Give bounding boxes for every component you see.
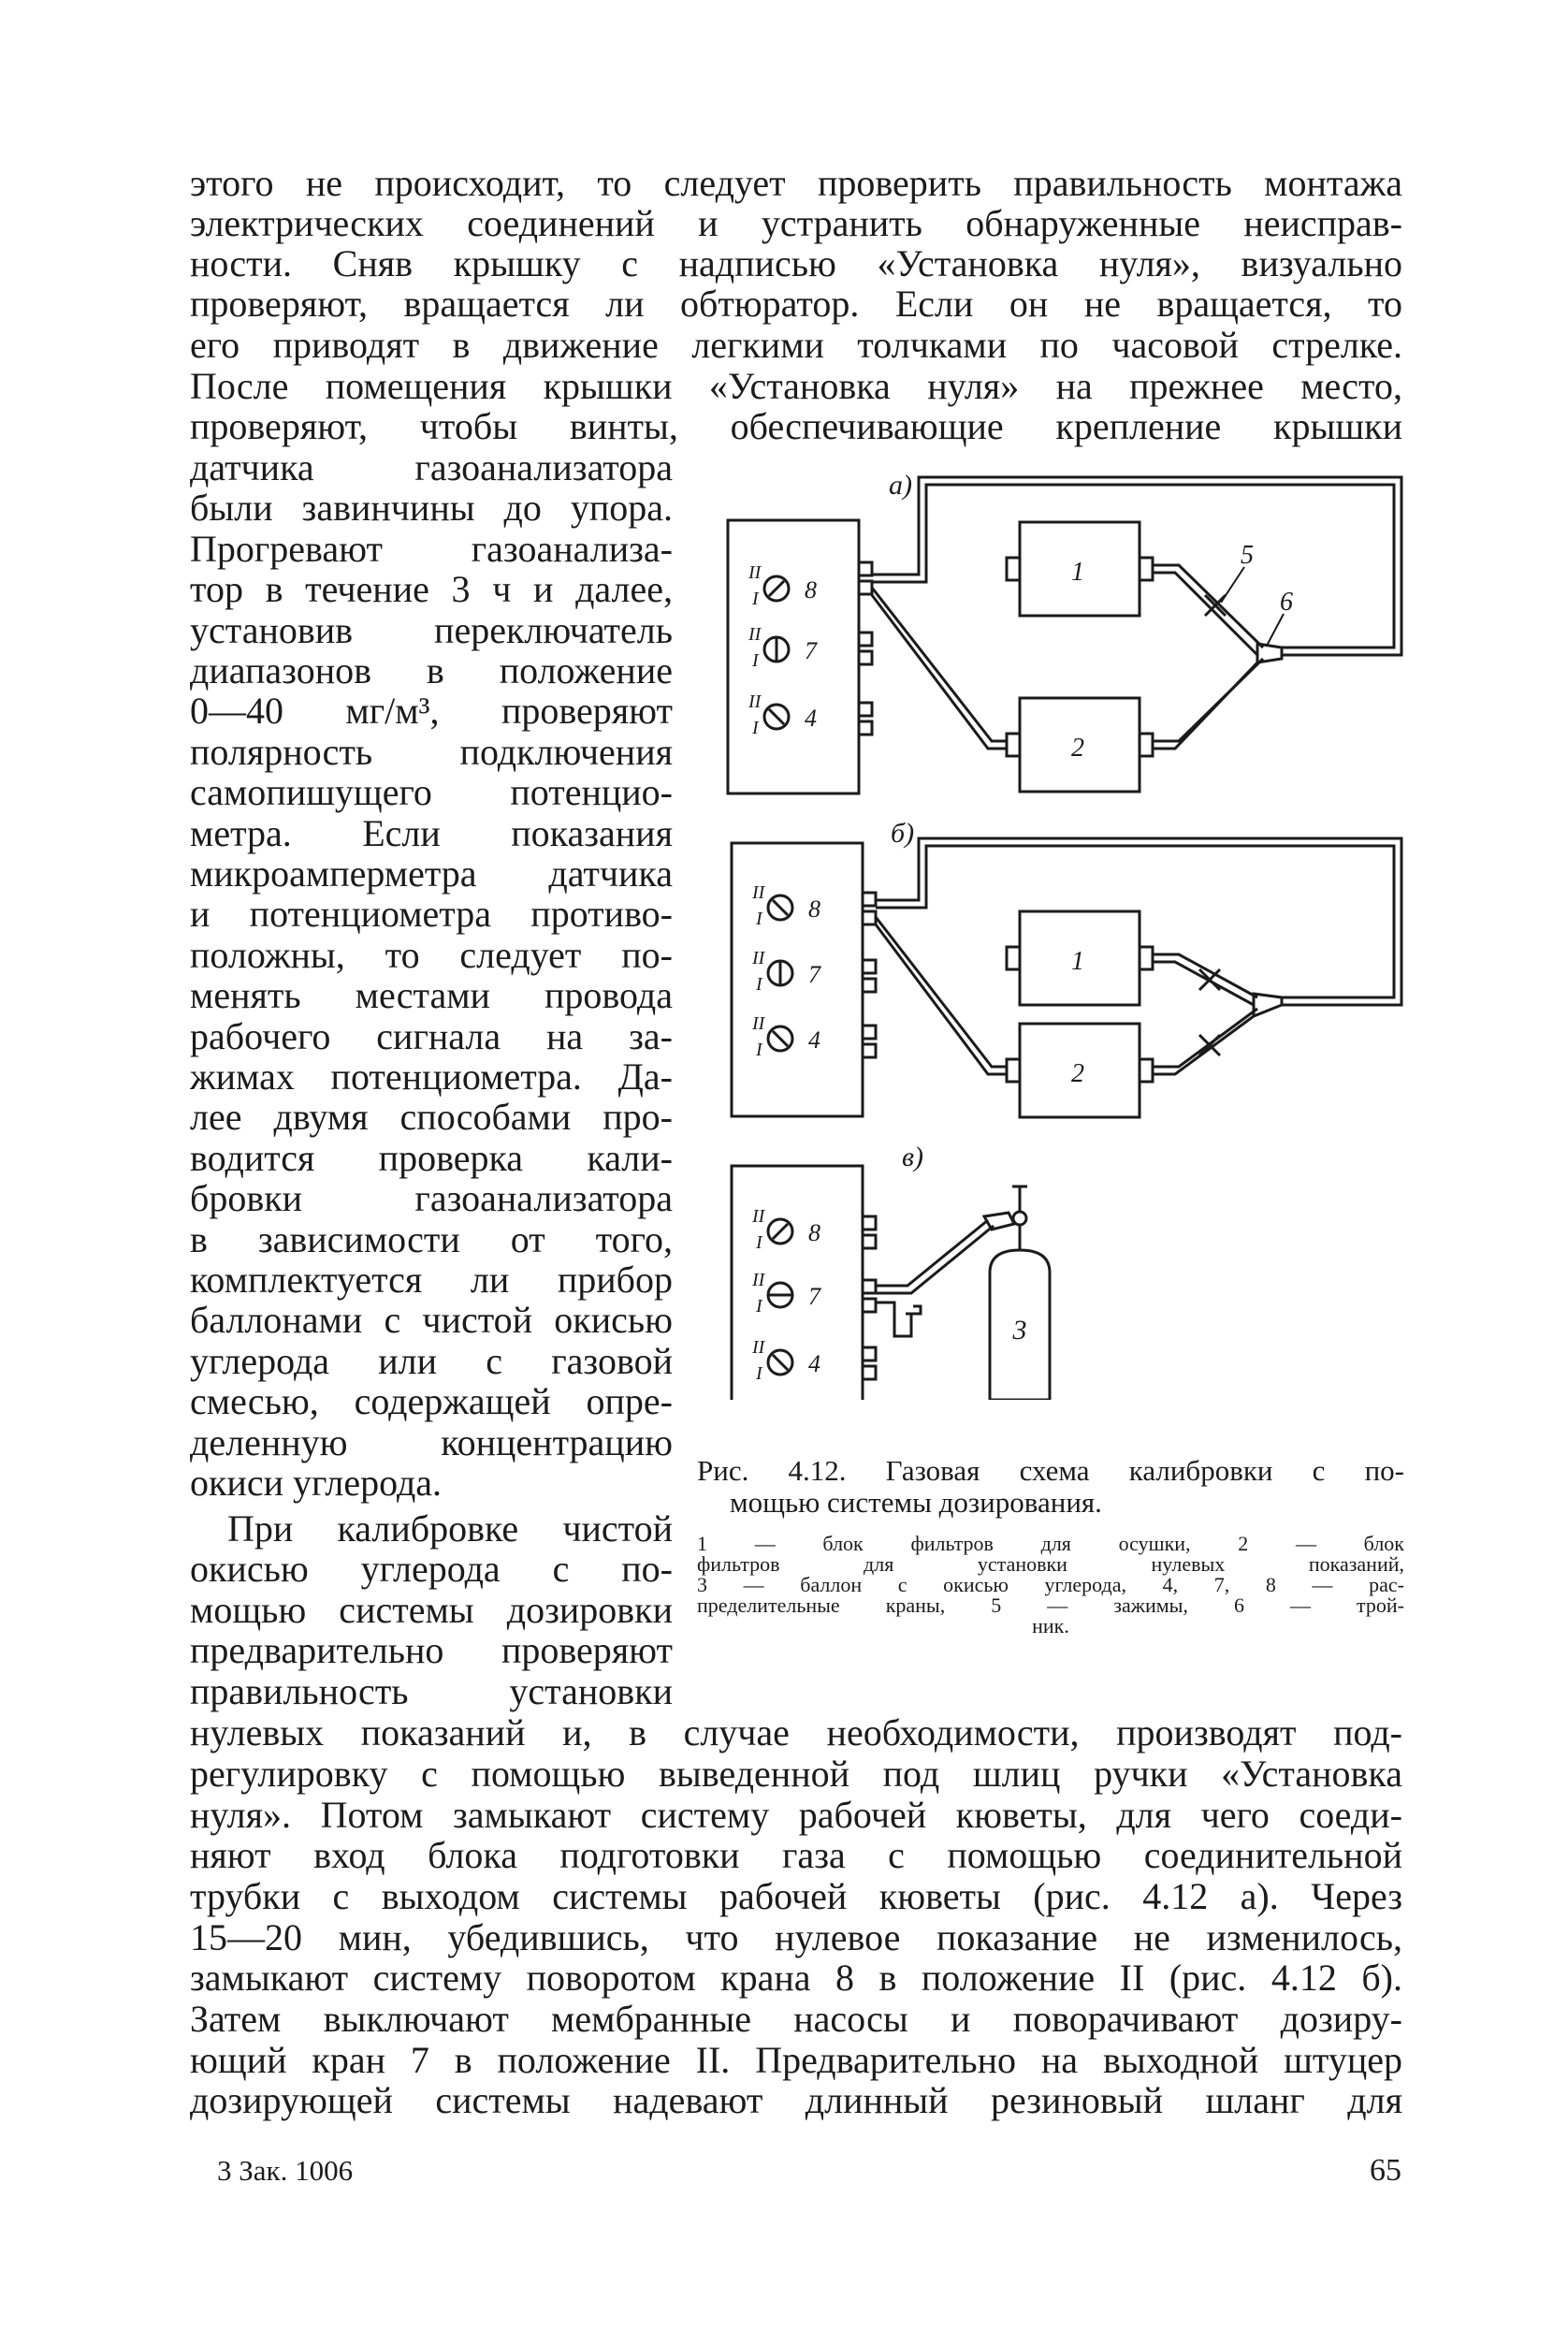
label-valve-8: 8 xyxy=(808,1219,820,1246)
text-line: нулевых показаний и, в случае необходимости, производят под- xyxy=(190,1711,1402,1754)
loop-pipe xyxy=(872,477,1401,655)
text-line: его приводят в движение легкими толчками по часовой стрелке. xyxy=(190,324,1402,366)
text-line: датчика газоанализатора xyxy=(190,446,673,488)
gas-analyzer-block xyxy=(728,520,859,793)
fitting xyxy=(859,581,872,594)
label-valve-8: 8 xyxy=(805,576,817,604)
fitting xyxy=(859,562,872,575)
fitting xyxy=(863,911,876,924)
filter-port xyxy=(1007,947,1020,969)
text-line: трубки с выходом системы рабочей кюветы (рис. 4.12 а). Через xyxy=(190,1875,1402,1917)
label-position-II: II xyxy=(752,1206,765,1227)
gas-analyzer-block xyxy=(732,1166,863,1400)
text-line: были завинчины до упора. xyxy=(190,487,673,529)
connecting-pipe xyxy=(876,917,1007,1067)
label-position-I: I xyxy=(756,974,762,995)
text-line: окиси углерода. xyxy=(190,1462,443,1504)
text-line: жимах потенциометра. Да- xyxy=(190,1055,673,1098)
text-line: этого не происходит, то следует проверить правильность монтажа xyxy=(190,162,1402,204)
fitting xyxy=(863,1347,876,1361)
fitting xyxy=(863,1299,876,1312)
filter-port xyxy=(1007,734,1020,756)
valve-knob-8-pointer xyxy=(773,1224,788,1239)
text-line: лее двумя способами про- xyxy=(190,1096,673,1138)
label-valve-4: 4 xyxy=(808,1026,820,1054)
text-line: углерода или с газовой xyxy=(190,1340,673,1382)
leader-line xyxy=(1221,567,1244,603)
legend-line: фильтров для установки нулевых показаний, xyxy=(697,1552,1404,1576)
fitting xyxy=(863,1216,876,1230)
drain-cap xyxy=(906,1306,921,1314)
fitting xyxy=(863,893,876,906)
text-line: диапазонов в положение xyxy=(190,649,673,691)
fitting xyxy=(863,1044,876,1057)
caption-line: Рис. 4.12. Газовая схема калибровки с по- xyxy=(697,1454,1404,1487)
label-position-II: II xyxy=(752,948,765,968)
filter-port xyxy=(1007,1059,1020,1082)
text-line: баллонами с чистой окисью xyxy=(190,1299,673,1341)
text-line: установив переключатель xyxy=(190,609,673,651)
label-position-II: II xyxy=(748,691,762,712)
caption-line: мощью системы дозирования. xyxy=(730,1486,1102,1519)
text-line: дозирующей системы надевают длинный резиновый шланг для xyxy=(190,2079,1402,2121)
loop-pipe-inner xyxy=(876,846,1394,997)
pipe-to-tee xyxy=(1153,1009,1257,1067)
text-line: электрических соединений и устранить обнаруженные неисправ- xyxy=(190,202,1402,244)
page-number: 65 xyxy=(1370,2153,1401,2188)
text-line: няют вход блока подготовки газа с помощью соединительной xyxy=(190,1834,1402,1876)
panel-v xyxy=(732,1166,1050,1400)
tee-fitting xyxy=(1254,994,1282,1016)
text-line: деленную концентрацию xyxy=(190,1421,673,1463)
fitting xyxy=(863,1235,876,1248)
valve-knob-4-pointer xyxy=(769,709,784,724)
panel-label-v: в) xyxy=(902,1142,924,1172)
text-line: нуля». Потом замыкают систему рабочей кюветы, для чего соеди- xyxy=(190,1794,1402,1836)
label-valve-4: 4 xyxy=(808,1350,820,1377)
legend-line: пределительные краны, 5 — зажимы, 6 — трой- xyxy=(697,1594,1404,1617)
text-line: 15—20 мин, убедившись, что нулевое показание не изменилось, xyxy=(190,1916,1402,1958)
label-filter-2: 2 xyxy=(1071,1059,1084,1088)
label-position-I: I xyxy=(752,589,759,609)
text-line: бровки газоанализатора xyxy=(190,1177,673,1219)
fitting xyxy=(863,1280,876,1293)
text-line: мощью системы дозировки xyxy=(190,1589,673,1631)
connecting-pipe xyxy=(872,588,1007,741)
label-clamp-5: 5 xyxy=(1241,541,1254,570)
fitting xyxy=(859,651,872,664)
text-line: комплектуется ли прибор xyxy=(190,1259,673,1301)
hose-inner xyxy=(876,1226,994,1293)
valve-knob-8-pointer xyxy=(769,581,784,596)
fitting xyxy=(859,721,872,735)
label-valve-8: 8 xyxy=(808,895,820,923)
text-line: После помещения крышки «Установка нуля» на прежнее место, xyxy=(190,365,1402,407)
label-position-II: II xyxy=(752,1337,765,1358)
label-position-II: II xyxy=(748,624,762,645)
text-line: окисью углерода с по- xyxy=(190,1548,673,1590)
text-line: полярность подключения xyxy=(190,731,673,773)
valve-knob-8-pointer xyxy=(773,900,788,915)
label-filter-1: 1 xyxy=(1071,947,1084,976)
figure-4-12-schematic xyxy=(711,464,1422,1400)
label-cylinder-3: 3 xyxy=(1012,1315,1027,1346)
legend-line: 1 — блок фильтров для осушки, 2 — блок xyxy=(697,1532,1404,1555)
panel-label-a: а) xyxy=(889,470,912,501)
filter-port xyxy=(1140,734,1153,756)
fitting xyxy=(859,703,872,716)
text-line: менять местами провода xyxy=(190,974,673,1016)
loop-pipe-inner xyxy=(872,485,1394,648)
text-line: и потенциометра противо- xyxy=(190,893,673,935)
panel-label-b: б) xyxy=(891,818,915,849)
text-line: тор в течение 3 ч и далее, xyxy=(190,568,673,610)
fitting xyxy=(859,633,872,646)
gas-analyzer-block xyxy=(732,843,863,1116)
label-tee-6: 6 xyxy=(1280,588,1293,617)
text-line: замыкают систему поворотом крана 8 в положение II (рис. 4.12 б). xyxy=(190,1957,1402,1999)
filter-port xyxy=(1140,1059,1153,1082)
label-position-II: II xyxy=(752,1013,765,1034)
text-line: Прогревают газоанализа- xyxy=(190,528,673,570)
filter-port xyxy=(1007,558,1020,580)
text-line: смесью, содержащей опре- xyxy=(190,1380,673,1422)
text-line: правильность установки xyxy=(190,1670,673,1712)
fitting xyxy=(863,960,876,973)
filter-port xyxy=(1140,558,1153,580)
label-position-I: I xyxy=(752,718,759,738)
panel-b xyxy=(732,838,1401,1117)
pipe-to-tee-inner xyxy=(1153,662,1257,749)
label-position-II: II xyxy=(752,882,765,903)
text-line: При калибровке чистой xyxy=(227,1507,673,1550)
fitting xyxy=(863,979,876,992)
fitting xyxy=(863,1366,876,1379)
text-line: ности. Сняв крышку с надписью «Установка нуля», визуально xyxy=(190,242,1402,284)
text-line: Затем выключают мембранные насосы и поворачивают дозиру- xyxy=(190,1998,1402,2040)
text-line: положны, то следует по- xyxy=(190,934,673,976)
filter-port xyxy=(1140,947,1153,969)
text-line: 0—40 мг/м³, проверяют xyxy=(190,690,673,732)
label-position-I: I xyxy=(756,1232,762,1253)
leader-line xyxy=(1267,614,1284,646)
label-valve-7: 7 xyxy=(808,961,820,988)
cylinder-valve xyxy=(1013,1212,1026,1225)
label-position-I: I xyxy=(756,1296,762,1317)
text-line: метра. Если показания xyxy=(190,812,673,854)
label-filter-2: 2 xyxy=(1071,734,1084,763)
legend-line: ник. xyxy=(1032,1614,1069,1637)
valve-knob-4-pointer xyxy=(773,1031,788,1046)
text-line: микроамперметра датчика xyxy=(190,852,673,895)
fitting xyxy=(863,1026,876,1039)
text-line: водится проверка кали- xyxy=(190,1137,673,1179)
panel-a xyxy=(728,477,1401,793)
label-filter-1: 1 xyxy=(1071,558,1084,587)
text-line: проверяют, вращается ли обтюратор. Если он не вращается, то xyxy=(190,283,1402,325)
text-line: проверяют, чтобы винты, обеспечивающие крепление крышки xyxy=(190,405,1402,447)
legend-line: 3 — баллон с окисью углерода, 4, 7, 8 — рас- xyxy=(697,1573,1404,1596)
text-line: предварительно проверяют xyxy=(190,1629,673,1671)
text-line: самопишущего потенцио- xyxy=(190,771,673,813)
text-line: ющий кран 7 в положение II. Предварительно на выходной штуцер xyxy=(190,2039,1402,2081)
text-line: рабочего сигнала на за- xyxy=(190,1015,673,1057)
pipe-to-tee xyxy=(1153,659,1263,741)
label-valve-7: 7 xyxy=(805,637,817,664)
print-order-note: 3 Зак. 1006 xyxy=(217,2154,354,2187)
label-position-I: I xyxy=(756,1363,762,1384)
label-valve-7: 7 xyxy=(808,1283,820,1310)
label-position-I: I xyxy=(756,909,762,929)
text-line: в зависимости от того, xyxy=(190,1218,673,1260)
text-line: регулировку с помощью выведенной под шлиц ручки «Установка xyxy=(190,1753,1402,1795)
label-position-II: II xyxy=(752,1270,765,1290)
label-position-I: I xyxy=(756,1040,762,1060)
label-valve-4: 4 xyxy=(805,705,817,732)
label-position-I: I xyxy=(752,650,759,671)
label-position-II: II xyxy=(748,562,762,583)
valve-knob-4-pointer xyxy=(773,1355,788,1370)
drain-tube xyxy=(876,1302,911,1336)
